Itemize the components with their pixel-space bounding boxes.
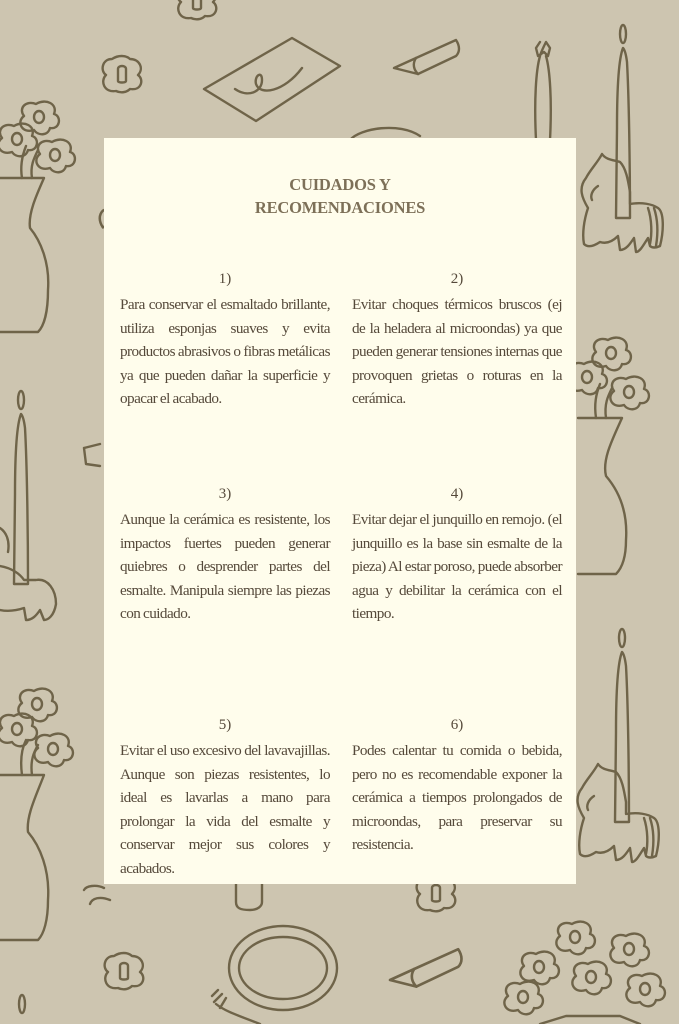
tip-4 — [352, 484, 562, 626]
tip-3 — [120, 484, 330, 626]
tip-text: Podes calentar tu comida o bebida, pero no es recomendable exponer la cerámica a tiempos prolongados de microondas, para preservar su resistencia. — [352, 742, 562, 854]
tip-number: 4) — [450, 486, 464, 502]
tip-number: 3) — [218, 486, 232, 502]
title-line-1: CUIDADOS Y — [289, 175, 391, 194]
care-card — [104, 138, 576, 884]
tip-text: Evitar choques térmicos bruscos (ej de la heladera al microondas) ya que pueden generar tensiones internas que provoquen grietas o roturas en la cerámica. — [352, 296, 562, 408]
title-line-2: RECOMENDACIONES — [254, 198, 426, 217]
tip-2 — [352, 269, 562, 411]
tip-text: Evitar el uso excesivo del lavavajillas. Aunque son piezas resistentes, lo ideal es lavarlas a mano para prolongar la vida del esmalte y conservar mejor sus colores y acabados. — [120, 742, 330, 877]
tip-text: Evitar dejar el junquillo en remojo. (el junquillo es la base sin esmalte de la pieza) Al estar poroso, puede absorber agua y debilitar la cerámica con el tiempo. — [352, 511, 562, 623]
tip-5 — [120, 715, 330, 881]
tip-number: 6) — [450, 717, 464, 733]
tip-number: 1) — [218, 271, 232, 287]
tip-number: 5) — [218, 717, 232, 733]
tip-1 — [120, 269, 330, 411]
page-title — [104, 173, 576, 219]
tip-number: 2) — [450, 271, 464, 287]
tip-text: Aunque la cerámica es resistente, los impactos fuertes pueden generar quiebres o desprender partes del esmalte. Manipula siempre las piezas con cuidado. — [120, 511, 330, 623]
tip-text: Para conservar el esmaltado brillante, utiliza esponjas suaves y evita productos abrasivos o fibras metálicas ya que pueden dañar la superficie y opacar el acabado. — [120, 296, 330, 408]
tip-6 — [352, 715, 562, 857]
